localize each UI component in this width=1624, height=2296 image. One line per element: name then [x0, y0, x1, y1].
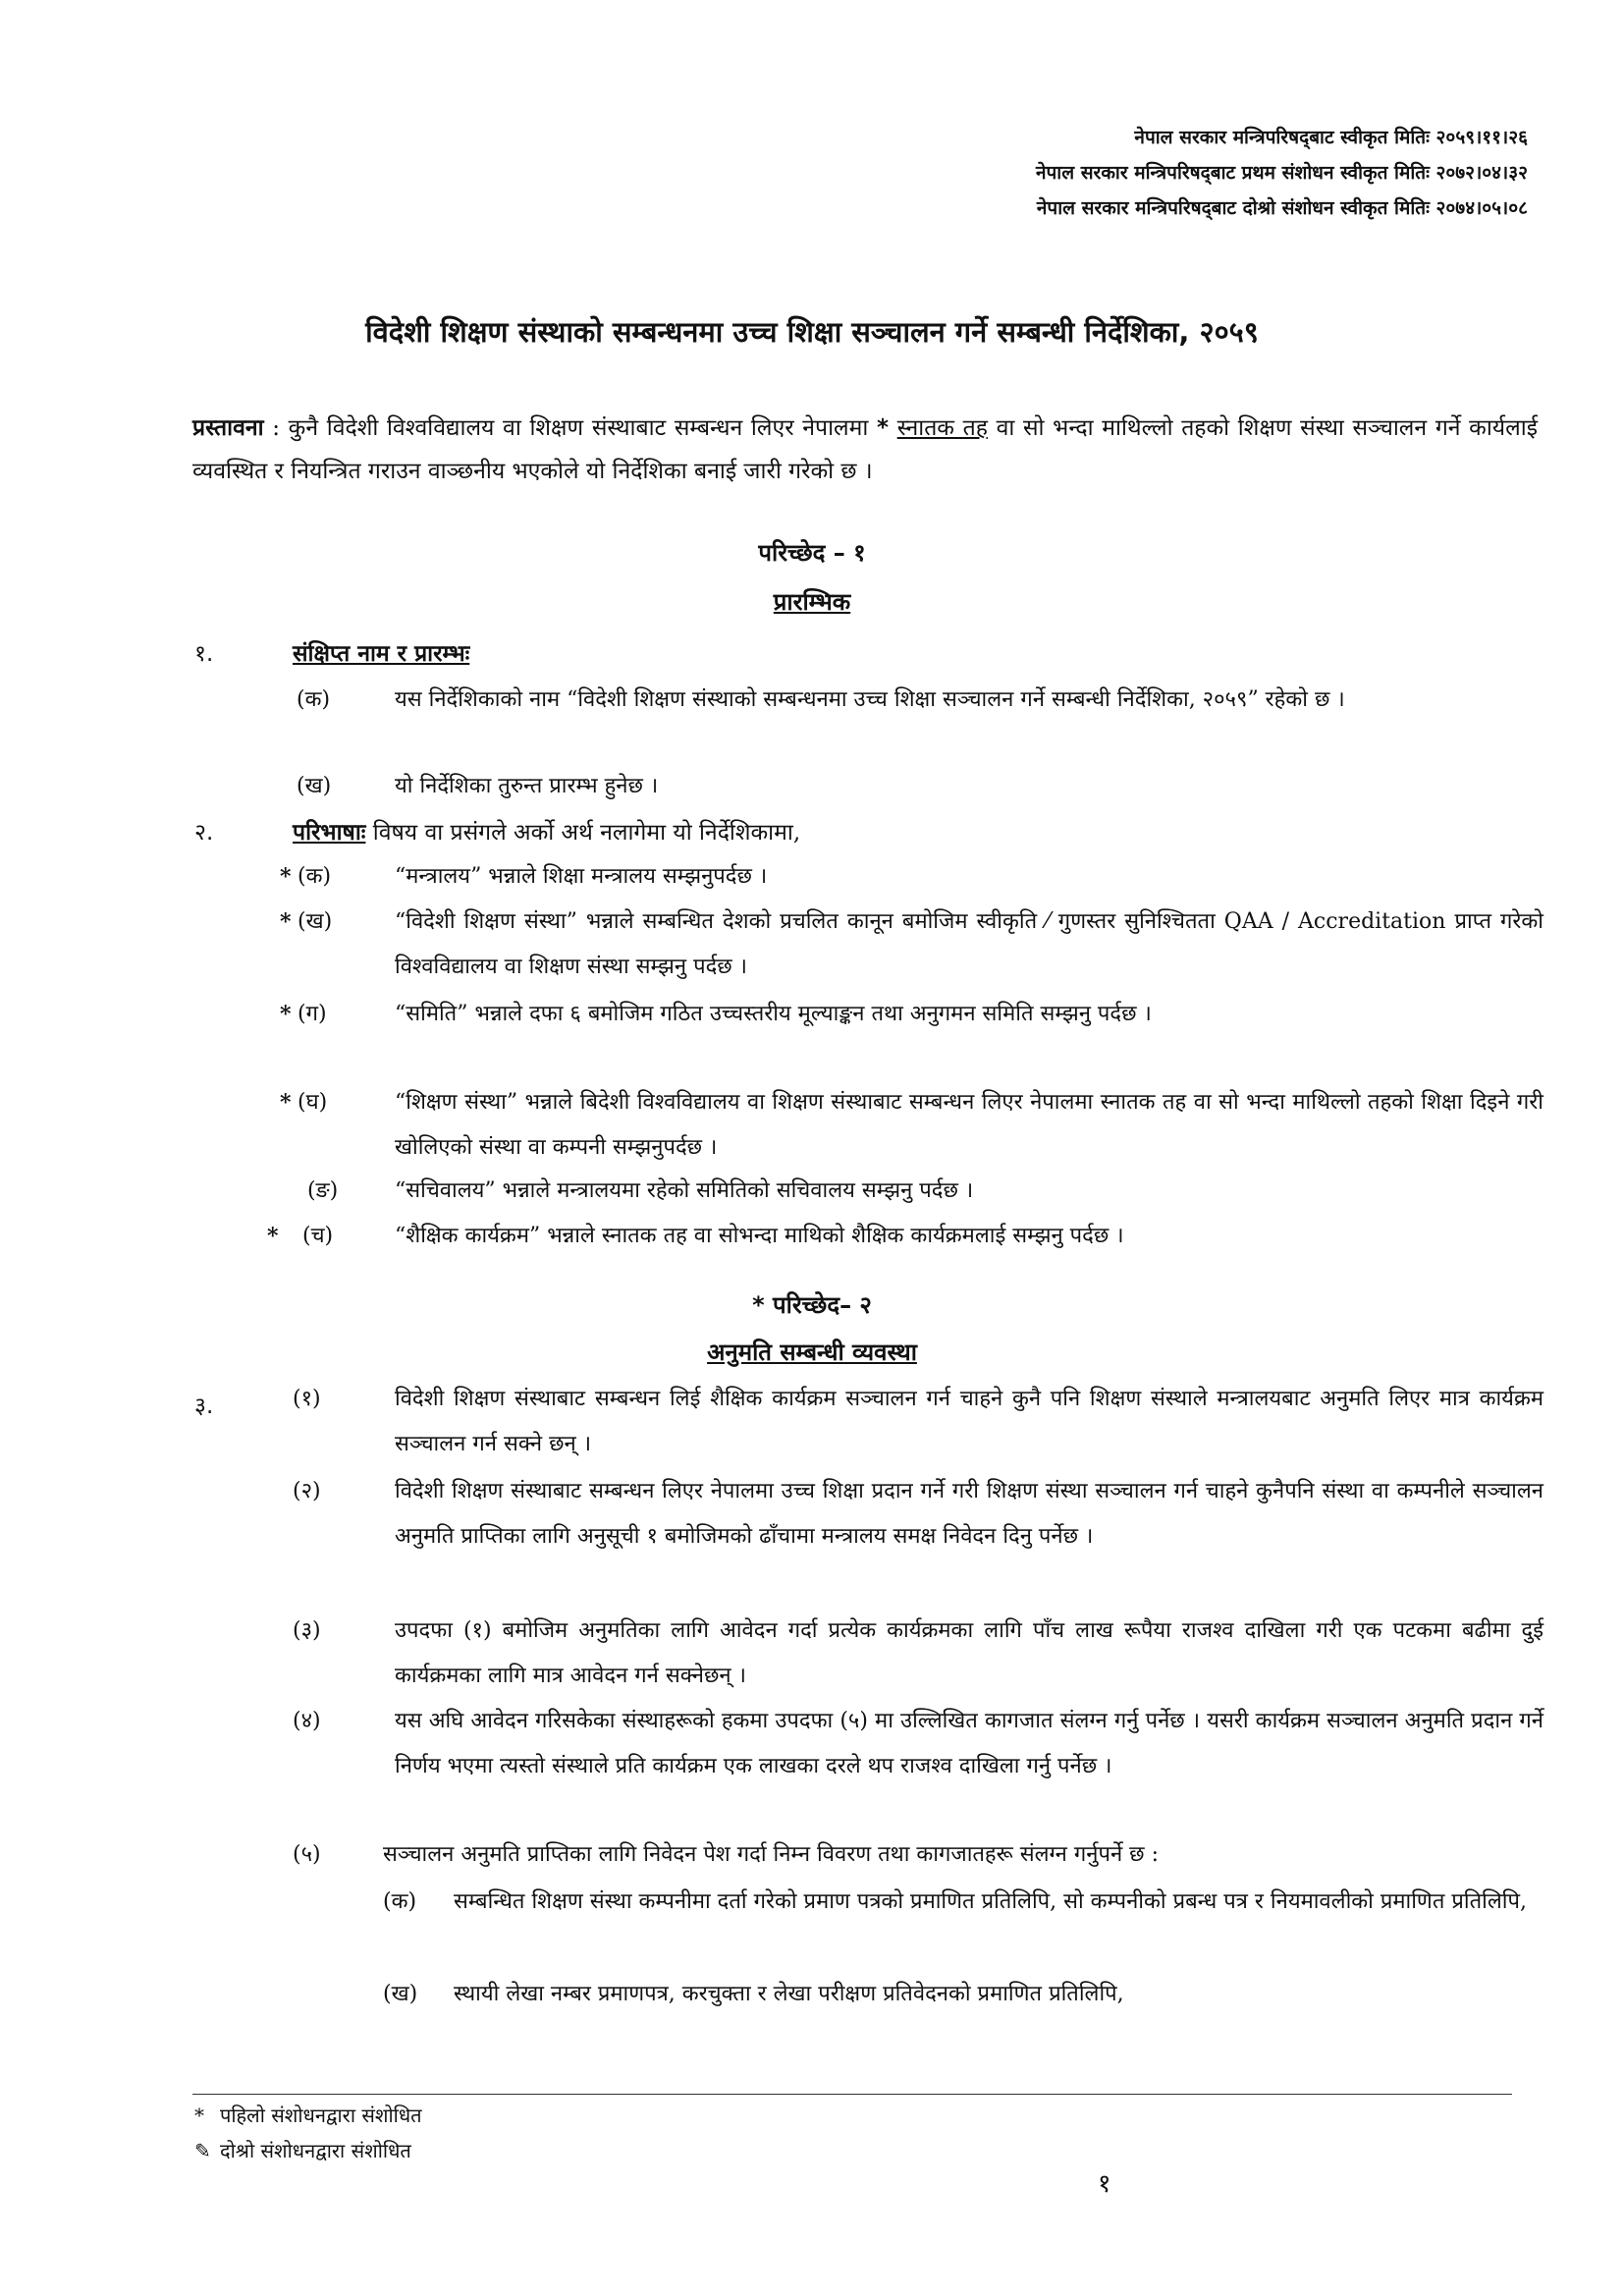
sub-clause	[383, 1972, 1543, 2017]
subsection	[293, 1832, 1543, 1878]
page-number: १	[1098, 2169, 1111, 2199]
approval-line: नेपाल सरकार मन्त्रिपरिषद्‌बाट स्वीकृत मितिः २०५९।११।२६	[1134, 127, 1528, 148]
clause-text: “सचिवालय” भन्नाले मन्त्रालयमा रहेको समितिको सचिवालय सम्झनु पर्दछ ।	[395, 1178, 974, 1203]
section-heading: संक्षिप्त नाम र प्रारम्भः	[293, 641, 470, 667]
clause-label: (५)	[293, 1842, 321, 1867]
amendment-star: *	[280, 1002, 292, 1027]
clause-text: उपदफा (१) बमोजिम अनुमतिका लागि आवेदन गर्दा प्रत्येक कार्यक्रमका लागि पाँच लाख रूपैया राजश्व दाखिला गरी एक पटकमा बढीमा दुई कार्यक्रमका लागि मात्र आवेदन गर्न सक्नेछन् ।	[395, 1618, 1543, 1688]
definition-item	[280, 1169, 1543, 1214]
clause-text: “शैक्षिक कार्यक्रम” भन्नाले स्नातक तह वा सोभन्दा माथिको शैक्षिक कार्यक्रमलाई सम्झनु पर्दछ ।	[395, 1224, 1124, 1248]
clause-label: (क)	[383, 1889, 417, 1914]
clause-label: (ग)	[298, 1002, 327, 1026]
definition-item	[280, 992, 1543, 1082]
clause-text: स्थायी लेखा नम्बर प्रमाणपत्र, करचुक्ता र लेखा परीक्षण प्रतिवेदनको प्रमाणित प्रतिलिपि,	[454, 1982, 1124, 2006]
document-title: विदेशी शिक्षण संस्थाको सम्बन्धनमा उच्च शिक्षा सञ्चालन गर्ने सम्बन्धी निर्देशिका, २०५९	[365, 315, 1259, 349]
section-number: १.	[194, 641, 214, 667]
clause-text: यस अघि आवेदन गरिसकेका संस्थाहरूको हकमा उपदफा (५) मा उल्लिखित कागजात संलग्न गर्नु पर्नेछ । यसरी कार्यक्रम सञ्चालन अनुमति प्रदान गर्ने निर्णय भएमा त्यस्तो संस्थाले प्रति कार्यक्रम एक लाखका दरले थप राजश्व दाखिला गर्नु पर्नेछ ।	[395, 1709, 1543, 1778]
clause-label: (क)	[297, 687, 331, 712]
preamble	[192, 407, 1538, 493]
section-heading: परिभाषाः	[293, 820, 366, 846]
clause-text: विदेशी शिक्षण संस्थाबाट सम्बन्धन लिई शैक्षिक कार्यक्रम सञ्चालन गर्न चाहने कुनै पनि शिक्षण संस्थाले मन्त्रालयबाट अनुमति लिएर मात्र कार्यक्रम सञ्चालन गर्न सक्ने छन् ।	[395, 1387, 1543, 1456]
clause-text: यस निर्देशिकाको नाम “विदेशी शिक्षण संस्थाको सम्बन्धनमा उच्च शिक्षा सञ्चालन गर्ने सम्बन्धी निर्देशिका, २०५९” रहेको छ ।	[395, 687, 1345, 712]
clause-label: (२)	[293, 1479, 321, 1503]
footnote-text: पहिलो संशोधनद्वारा संशोधित	[220, 2104, 422, 2127]
amendment-star: *	[280, 1090, 292, 1116]
amendment-star: *	[280, 909, 292, 935]
clause-text: यो निर्देशिका तुरुन्त प्रारम्भ हुनेछ ।	[395, 774, 659, 798]
clause-text: सम्बन्धित शिक्षण संस्था कम्पनीमा दर्ता गरेको प्रमाण पत्रको प्रमाणित प्रतिलिपि, सो कम्पनीको प्रबन्ध पत्र र नियमावलीको प्रमाणित प्रतिलिपि,	[454, 1889, 1527, 1914]
definition-item	[280, 900, 1543, 990]
preamble-label: प्रस्तावना	[192, 415, 264, 441]
subsection	[293, 1699, 1543, 1834]
clause-label: (३)	[293, 1618, 321, 1643]
definition-item	[280, 854, 1543, 900]
amendment-star: *	[267, 1224, 279, 1249]
section-number: २.	[194, 820, 214, 846]
pen-icon: ✎	[194, 2139, 211, 2162]
subsection	[293, 1469, 1543, 1605]
section-title	[293, 815, 800, 847]
asterisk-icon: *	[194, 2104, 204, 2127]
clause-label: (घ)	[298, 1090, 328, 1115]
definition-item	[280, 1080, 1543, 1171]
clause-text: “शिक्षण संस्था” भन्नाले बिदेशी विश्वविद्यालय वा शिक्षण संस्थाबाट सम्बन्धन लिएर नेपालमा स्नातक तह वा सो भन्दा माथिल्लो तहको शिक्षा दिइने गरी खोलिएको संस्था वा कम्पनी सम्झनुपर्दछ ।	[395, 1090, 1543, 1160]
clause-text: “समिति” भन्नाले दफा ६ बमोजिम गठित उच्चस्तरीय मूल्याङ्कन तथा अनुगमन समिति सम्झनु पर्दछ ।	[395, 1002, 1152, 1026]
clause-text: विदेशी शिक्षण संस्थाबाट सम्बन्धन लिएर नेपालमा उच्च शिक्षा प्रदान गर्ने गरी शिक्षण संस्था सञ्चालन गर्न चाहने कुनैपनि संस्था वा कम्पनीले सञ्चालन अनुमति प्राप्तिका लागि अनुसूची १ बमोजिमको ढाँचामा मन्त्रालय समक्ष निवेदन दिनु पर्नेछ ।	[395, 1479, 1543, 1549]
clause-label: (क)	[298, 864, 332, 889]
sub-clause	[383, 1880, 1543, 1970]
preamble-text: वा सो भन्दा माथिल्लो तहको शिक्षण संस्था सञ्चालन गर्ने कार्यलाई व्यवस्थित र नियन्त्रित गराउन वाञ्छनीय भएकोले यो निर्देशिका बनाई जारी गरेको छ ।	[192, 415, 1538, 484]
approval-dates	[1036, 120, 1528, 226]
clause	[257, 764, 1543, 809]
clause-label: (१)	[293, 1387, 321, 1411]
chapter-subheading: अनुमति सम्बन्धी व्यवस्था	[707, 1339, 917, 1366]
footnote	[194, 2102, 422, 2128]
approval-line: नेपाल सरकार मन्त्रिपरिषद्‌बाट प्रथम संशोधन स्वीकृत मितिः २०७२।०४।३२	[1035, 162, 1528, 184]
approval-line: नेपाल सरकार मन्त्रिपरिषद्‌बाट दोश्रो संशोधन स्वीकृत मितिः २०७४।०५।०८	[1036, 197, 1528, 219]
subsection	[293, 1609, 1543, 1699]
subsection	[293, 1377, 1543, 1467]
footnote-separator	[192, 2094, 1512, 2095]
clause-text: “विदेशी शिक्षण संस्था” भन्नाले सम्बन्धित देशको प्रचलित कानून बमोजिम स्वीकृति ⁄ गुणस्तर सुनिश्चितता QAA / Accreditation प्राप्त गरेको विश्वविद्यालय वा शिक्षण संस्था सम्झनु पर्दछ ।	[395, 909, 1543, 979]
clause-label: (च)	[302, 1224, 334, 1248]
amendment-star: *	[280, 864, 292, 890]
clause	[257, 678, 1543, 768]
section-title	[293, 636, 469, 668]
chapter-heading: परिच्छेद – १	[758, 539, 866, 567]
clause-label: (ख)	[383, 1982, 418, 2006]
clause-label: (ख)	[297, 774, 332, 798]
chapter-heading: * परिच्छेद– २	[752, 1291, 872, 1319]
footnote	[194, 2137, 411, 2163]
clause-label: (ङ)	[307, 1178, 339, 1203]
chapter-subheading: प्रारम्भिक	[773, 588, 851, 616]
preamble-text: : कुनै विदेशी विश्वविद्यालय वा शिक्षण संस्थाबाट सम्बन्धन लिएर नेपालमा	[263, 415, 877, 441]
clause-label: (ख)	[298, 909, 333, 934]
preamble-underlined: स्नातक तह	[896, 415, 988, 441]
clause-label: (४)	[293, 1709, 321, 1733]
clause-text: सञ्चालन अनुमति प्राप्तिका लागि निवेदन पेश गर्दा निम्न विवरण तथा कागजातहरू संलग्न गर्नुपर्ने छ :	[383, 1842, 1160, 1867]
definition-item	[267, 1214, 1543, 1259]
section-intro: विषय वा प्रसंगले अर्को अर्थ नलागेमा यो निर्देशिकामा,	[365, 820, 801, 846]
section-number: ३.	[194, 1394, 214, 1419]
footnote-text: दोश्रो संशोधनद्वारा संशोधित	[220, 2139, 411, 2162]
clause-text: “मन्त्रालय” भन्नाले शिक्षा मन्त्रालय सम्झनुपर्दछ ।	[395, 864, 768, 889]
amendment-star: *	[877, 415, 890, 441]
